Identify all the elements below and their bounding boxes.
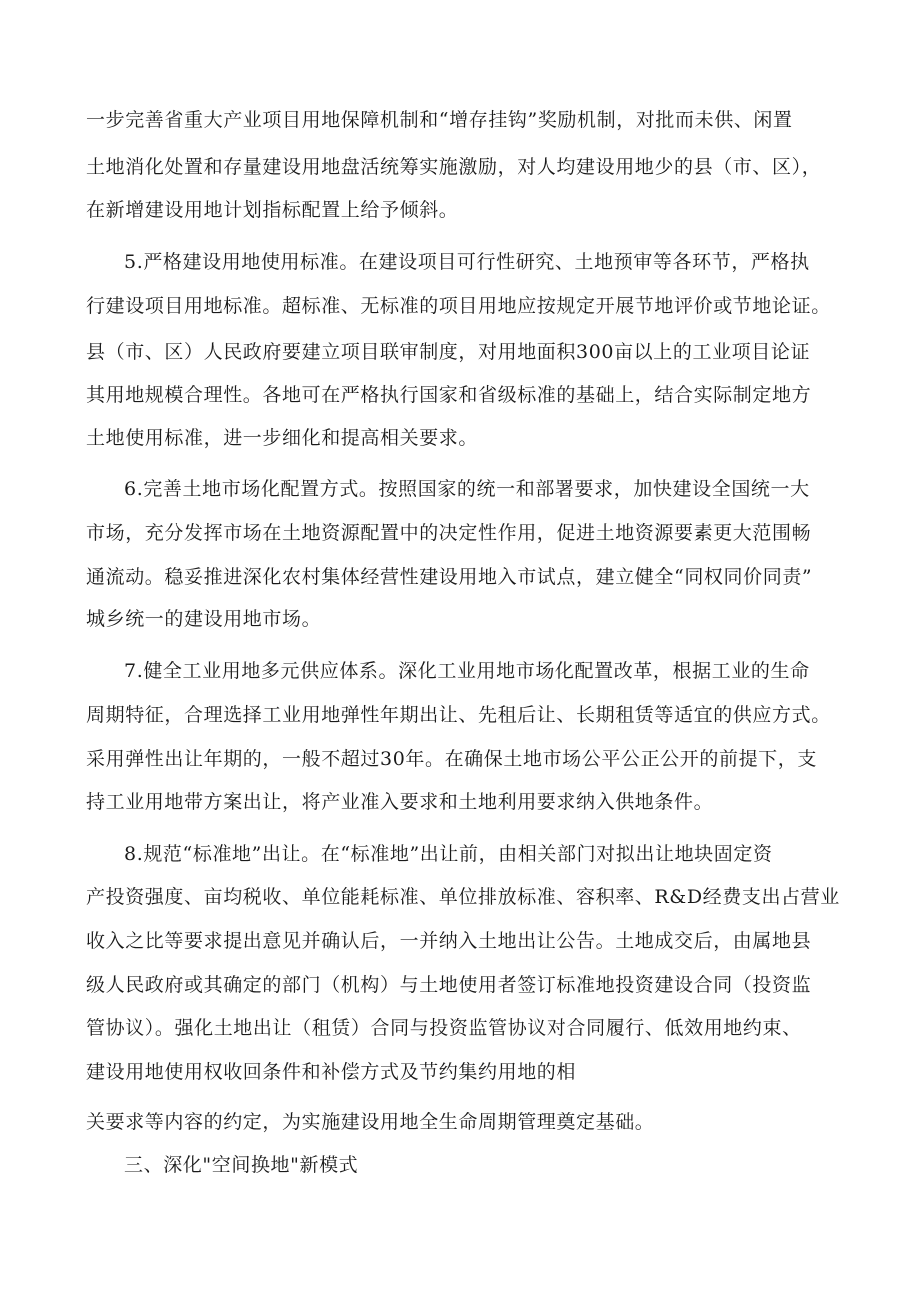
paragraph-line: 土地使用标准，进一步细化和提高相关要求。 [86, 427, 479, 449]
paragraph-line: 建设用地使用权收回条件和补偿方式及节约集约用地的相 [86, 1061, 577, 1083]
paragraph-line: 7.健全工业用地多元供应体系。深化工业用地市场化配置改革，根据工业的生命 [124, 660, 810, 682]
paragraph-line: 通流动。稳妥推进深化农村集体经营性建设用地入市试点，建立健全“同权同价同责” [86, 566, 813, 588]
paragraph-line: 其用地规模合理性。各地可在严格执行国家和省级标准的基础上，结合实际制定地方 [86, 384, 812, 406]
paragraph-line: 市场，充分发挥市场在土地资源配置中的决定性作用，促进土地资源要素更大范围畅 [86, 522, 812, 544]
paragraph-line: 6.完善土地市场化配置方式。按照国家的统一和部署要求，加快建设全国统一大 [124, 478, 810, 500]
paragraph-line: 土地消化处置和存量建设用地盘活统筹实施激励，对人均建设用地少的县（市、区）， [86, 156, 822, 178]
paragraph-line: 关要求等内容的约定，为实施建设用地全生命周期管理奠定基础。 [86, 1111, 655, 1133]
paragraph-line: 周期特征，合理选择工业用地弹性年期出让、先租后让、长期租赁等适宜的供应方式。 [86, 704, 831, 726]
paragraph-line: 8.规范“标准地”出让。在“标准地”出让前，由相关部门对拟出让地块固定资 [124, 843, 773, 865]
paragraph-line: 级人民政府或其确定的部门（机构）与土地使用者签订标准地投资建设合同（投资监 [86, 974, 812, 996]
paragraph-line: 采用弹性出让年期的，一般不超过30年。在确保土地市场公平公正公开的前提下，支 [86, 748, 817, 770]
paragraph-line: 产投资强度、亩均税收、单位能耗标准、单位排放标准、容积率、R&D经费支出占营业 [86, 886, 840, 908]
paragraph-line: 城乡统一的建设用地市场。 [86, 608, 322, 630]
paragraph-line: 一步完善省重大产业项目用地保障机制和“增存挂钩”奖励机制，对批而未供、闲置 [86, 109, 793, 131]
paragraph-line: 县（市、区）人民政府要建立项目联审制度，对用地面积300亩以上的工业项目论证 [86, 341, 811, 363]
paragraph-line: 行建设项目用地标准。超标准、无标准的项目用地应按规定开展节地评价或节地论证。 [86, 295, 831, 317]
section-heading: 三、深化"空间换地"新模式 [124, 1154, 359, 1176]
paragraph-line: 管协议）。强化土地出让（租赁）合同与投资监管协议对合同履行、低效用地约束、 [86, 1017, 802, 1039]
paragraph-line: 收入之比等要求提出意见并确认后，一并纳入土地出让公告。土地成交后，由属地县 [86, 930, 812, 952]
paragraph-line: 在新增建设用地计划指标配置上给予倾斜。 [86, 199, 459, 221]
paragraph-line: 持工业用地带方案出让，将产业准入要求和土地利用要求纳入供地条件。 [86, 791, 714, 813]
paragraph-line: 5.严格建设用地使用标准。在建设项目可行性研究、土地预审等各环节，严格执 [124, 251, 810, 273]
